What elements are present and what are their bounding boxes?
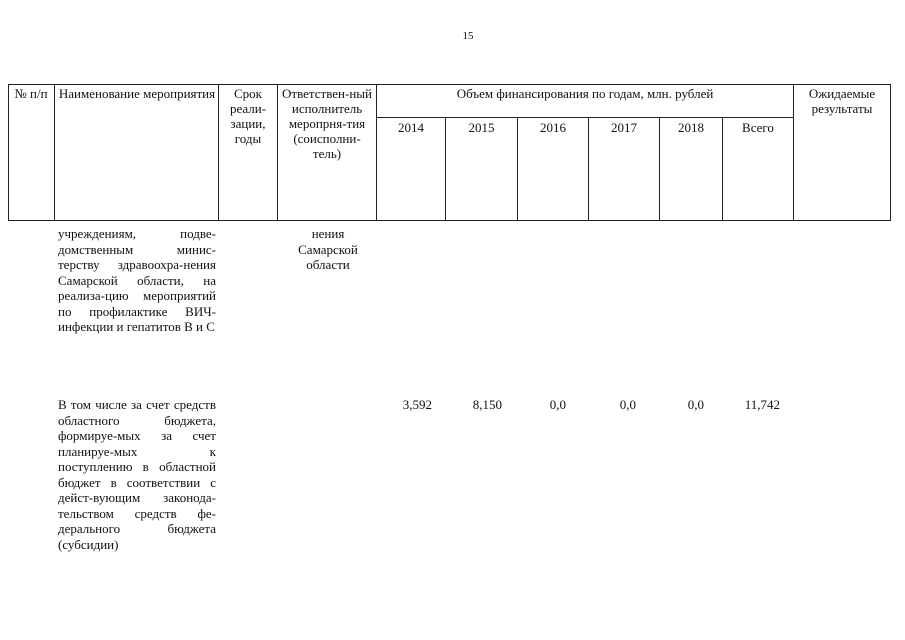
header-year-2016: 2016 — [540, 120, 566, 135]
header-year-2017: 2017 — [611, 120, 637, 135]
row2-value-2015: 8,150 — [472, 397, 502, 412]
header-col-financing: Объем финансирования по годам, млн. рублей — [456, 86, 714, 101]
row2-name: В том числе за счет средств областного бюджета, формируе-мых за счет планируе-мых к поступлению в областной бюджет в соответствии с дейст-вующим законода-тельством средств фе-дерального бюджета (субсидии) — [58, 397, 216, 552]
row2-value-total: 11,742 — [744, 397, 780, 412]
header-col-term: Срок реали-зации, годы — [229, 86, 267, 146]
header-col-responsible: Ответствен-ный исполнитель меропрня-тия (соисполни-тель) — [282, 86, 372, 161]
header-year-2015: 2015 — [468, 120, 495, 135]
row2-value-2017: 0,0 — [619, 397, 636, 412]
row2-value-2014: 3,592 — [402, 397, 432, 412]
header-year-total: Всего — [742, 120, 774, 135]
header-year-2018: 2018 — [678, 120, 704, 135]
row1-responsible: нения Самарской области — [298, 226, 358, 272]
header-year-2014: 2014 — [398, 120, 424, 135]
header-col-name: Наименование мероприятия — [58, 86, 216, 101]
header-col-number: № п/п — [14, 86, 48, 101]
row1-name: учреждениям, подве-домственным минис-терству здравоохра-нения Самарской области, на реализа-цию мероприятий по профилактике ВИЧ-инфекции и гепатитов В и С — [58, 226, 216, 334]
row2-value-2016: 0,0 — [549, 397, 566, 412]
header-col-result: Ожидаемые результаты — [808, 86, 876, 116]
page-number: 15 — [462, 30, 474, 42]
row2-value-2018: 0,0 — [687, 397, 704, 412]
